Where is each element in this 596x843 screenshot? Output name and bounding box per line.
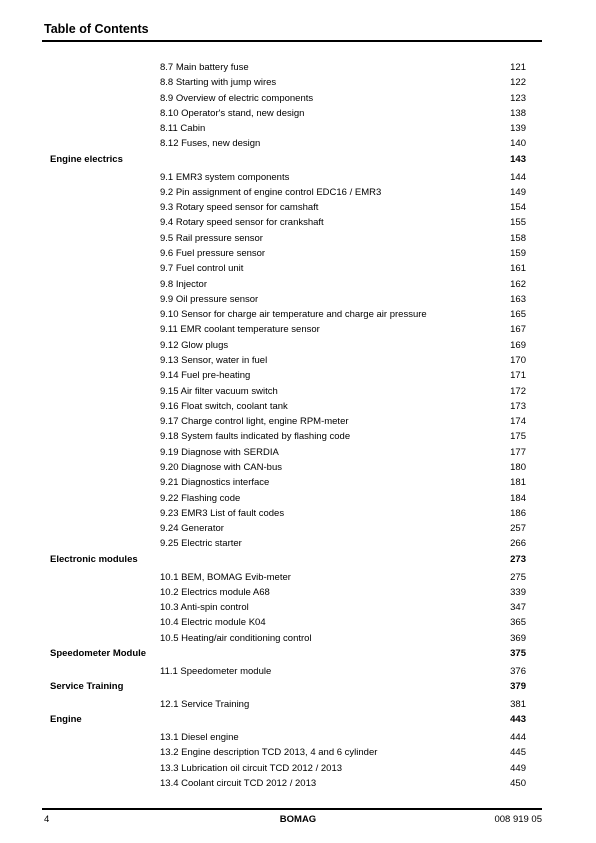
toc-page-number: 181 <box>510 477 526 489</box>
toc-page-number: 445 <box>510 747 526 759</box>
toc-item-row[interactable] <box>0 324 596 338</box>
toc-item-title: 11.1 Speedometer module <box>160 665 272 677</box>
toc-item-row[interactable] <box>0 493 596 507</box>
toc-page-number: 165 <box>510 309 526 321</box>
toc-item-title: 9.17 Charge control light, engine RPM-meter <box>160 416 349 428</box>
toc-page-number: 175 <box>510 431 526 443</box>
toc-item-row[interactable] <box>0 77 596 91</box>
toc-item-row[interactable] <box>0 732 596 746</box>
toc-page-number: 171 <box>510 370 526 382</box>
toc-page-number: 163 <box>510 293 526 305</box>
toc-item-title: 8.9 Overview of electric components <box>160 92 314 104</box>
toc-item-row[interactable] <box>0 587 596 601</box>
toc-item-row[interactable] <box>0 355 596 369</box>
toc-item-title: 12.1 Service Training <box>160 698 250 710</box>
toc-item-title: 9.10 Sensor for charge air temperature and charge air pressure <box>160 309 427 321</box>
toc-item-title: 9.22 Flashing code <box>160 492 241 504</box>
toc-item-title: 13.1 Diesel engine <box>160 731 239 743</box>
toc-item-title: 10.2 Electrics module A68 <box>160 586 270 598</box>
toc-item-row[interactable] <box>0 477 596 491</box>
toc-section-title: Engine <box>50 714 82 726</box>
toc-page-number: 184 <box>510 492 526 504</box>
toc-section-title: Electronic modules <box>50 553 138 565</box>
toc-item-title: 13.2 Engine description TCD 2013, 4 and 6 cylinder <box>160 747 378 759</box>
toc-item-row[interactable] <box>0 248 596 262</box>
toc-section-row[interactable] <box>0 648 596 662</box>
toc-item-title: 13.3 Lubrication oil circuit TCD 2012 / 2013 <box>160 762 343 774</box>
toc-page-number: 365 <box>510 617 526 629</box>
toc-item-title: 9.19 Diagnose with SERDIA <box>160 446 279 458</box>
toc-item-title: 9.9 Oil pressure sensor <box>160 293 259 305</box>
toc-item-title: 9.18 System faults indicated by flashing code <box>160 431 351 443</box>
toc-item-title: 8.8 Starting with jump wires <box>160 77 277 89</box>
toc-item-row[interactable] <box>0 279 596 293</box>
toc-item-title: 9.1 EMR3 system components <box>160 171 290 183</box>
toc-item-row[interactable] <box>0 617 596 631</box>
toc-page-number: 162 <box>510 278 526 290</box>
toc-item-title: 9.7 Fuel control unit <box>160 263 244 275</box>
footer-doc-number: 008 919 05 <box>494 814 542 825</box>
toc-item-row[interactable] <box>0 340 596 354</box>
toc-item-row[interactable] <box>0 508 596 522</box>
toc-page-number: 381 <box>510 698 526 710</box>
toc-item-title: 8.10 Operator's stand, new design <box>160 107 305 119</box>
toc-item-title: 9.6 Fuel pressure sensor <box>160 247 266 259</box>
toc-item-title: 9.4 Rotary speed sensor for crankshaft <box>160 217 324 229</box>
toc-item-row[interactable] <box>0 462 596 476</box>
toc-section-row[interactable] <box>0 714 596 728</box>
toc-section-row[interactable] <box>0 154 596 168</box>
toc-page-number: 172 <box>510 385 526 397</box>
toc-item-row[interactable] <box>0 538 596 552</box>
toc-item-title: 10.5 Heating/air conditioning control <box>160 632 312 644</box>
page-title: Table of Contents <box>44 22 149 36</box>
toc-item-row[interactable] <box>0 309 596 323</box>
toc-item-row[interactable] <box>0 778 596 792</box>
toc-item-row[interactable] <box>0 386 596 400</box>
toc-page-number: 275 <box>510 571 526 583</box>
toc-item-title: 9.25 Electric starter <box>160 538 242 550</box>
toc-item-row[interactable] <box>0 763 596 777</box>
toc-item-title: 10.1 BEM, BOMAG Evib-meter <box>160 571 291 583</box>
toc-page-number: 177 <box>510 446 526 458</box>
toc-item-title: 9.15 Air filter vacuum switch <box>160 385 278 397</box>
toc-section-row[interactable] <box>0 554 596 568</box>
toc-page-number: 122 <box>510 77 526 89</box>
toc-item-row[interactable] <box>0 108 596 122</box>
toc-item-title: 9.5 Rail pressure sensor <box>160 232 263 244</box>
toc-page-number: 143 <box>510 153 526 165</box>
footer-page-number: 4 <box>44 814 50 825</box>
toc-item-title: 10.4 Electric module K04 <box>160 617 266 629</box>
toc-page-number: 174 <box>510 416 526 428</box>
header-rule <box>42 40 542 42</box>
toc-item-title: 9.13 Sensor, water in fuel <box>160 355 268 366</box>
toc-page-number: 140 <box>510 138 526 150</box>
toc-item-title: 9.3 Rotary speed sensor for camshaft <box>160 202 319 214</box>
toc-page-number: 149 <box>510 186 526 198</box>
toc-item-title: 8.12 Fuses, new design <box>160 138 261 150</box>
toc-page-number: 121 <box>510 62 526 73</box>
toc-page-number: 138 <box>510 107 526 119</box>
toc-item-row[interactable] <box>0 294 596 308</box>
toc-section-title: Engine electrics <box>50 153 123 165</box>
toc-item-title: 9.20 Diagnose with CAN-bus <box>160 462 282 474</box>
toc-item-title: 9.12 Glow plugs <box>160 339 229 351</box>
toc-item-title: 9.2 Pin assignment of engine control EDC16 / EMR3 <box>160 186 382 198</box>
toc-page-number: 161 <box>510 263 526 275</box>
toc-page-number: 169 <box>510 339 526 351</box>
toc-item-title: 9.14 Fuel pre-heating <box>160 370 251 382</box>
toc-page-number: 450 <box>510 777 526 789</box>
toc-page-number: 443 <box>510 714 526 726</box>
toc-item-title: 9.11 EMR coolant temperature sensor <box>160 324 320 336</box>
toc-page-number: 173 <box>510 400 526 412</box>
toc-page-number: 375 <box>510 648 526 660</box>
toc-page-number: 257 <box>510 523 526 535</box>
toc-item-title: 9.24 Generator <box>160 523 224 535</box>
toc-page-number: 144 <box>510 171 526 183</box>
toc-item-row[interactable] <box>0 666 596 680</box>
toc-item-row[interactable] <box>0 172 596 186</box>
toc-page-number: 266 <box>510 538 526 550</box>
toc-item-title: 10.3 Anti-spin control <box>160 602 249 614</box>
toc-item-title: 9.23 EMR3 List of fault codes <box>160 507 285 519</box>
toc-item-title: 9.16 Float switch, coolant tank <box>160 400 288 412</box>
toc-item-row[interactable] <box>0 202 596 216</box>
toc-item-row[interactable] <box>0 747 596 761</box>
toc-page-number: 139 <box>510 123 526 135</box>
toc-page-number: 444 <box>510 731 526 743</box>
toc-item-row[interactable] <box>0 633 596 647</box>
toc-item-title: 13.4 Coolant circuit TCD 2012 / 2013 <box>160 777 317 789</box>
toc-page-number: 379 <box>510 681 526 693</box>
footer-brand: BOMAG <box>279 814 317 825</box>
toc-item-row[interactable] <box>0 123 596 137</box>
toc-page-number: 154 <box>510 202 526 214</box>
toc-page-number: 159 <box>510 247 526 259</box>
toc-item-row[interactable] <box>0 62 596 76</box>
toc-page-number: 369 <box>510 632 526 644</box>
toc-item-title: 9.8 Injector <box>160 278 207 290</box>
toc-page-number: 155 <box>510 217 526 229</box>
toc-item-title: 8.7 Main battery fuse <box>160 62 249 73</box>
toc-section-title: Speedometer Module <box>50 648 147 660</box>
toc-item-row[interactable] <box>0 93 596 107</box>
toc-page-number: 376 <box>510 665 526 677</box>
toc-page-number: 273 <box>510 553 526 565</box>
toc-page-number: 158 <box>510 232 526 244</box>
toc-item-row[interactable] <box>0 370 596 384</box>
toc-item-row[interactable] <box>0 401 596 415</box>
toc-section-title: Service Training <box>50 681 124 693</box>
toc-item-title: 9.21 Diagnostics interface <box>160 477 270 489</box>
toc-item-row[interactable] <box>0 602 596 616</box>
toc-page-number: 339 <box>510 586 526 598</box>
toc-item-row[interactable] <box>0 263 596 277</box>
toc-item-title: 8.11 Cabin <box>160 123 206 135</box>
toc-item-row[interactable] <box>0 187 596 201</box>
toc-page-number: 186 <box>510 507 526 519</box>
toc-page-number: 123 <box>510 92 526 104</box>
toc-item-row[interactable] <box>0 431 596 445</box>
toc-item-row[interactable] <box>0 138 596 152</box>
footer-rule <box>42 808 542 810</box>
toc-item-row[interactable] <box>0 523 596 537</box>
toc-item-row[interactable] <box>0 233 596 247</box>
toc-page-number: 167 <box>510 324 526 336</box>
toc-page-number: 449 <box>510 762 526 774</box>
toc-item-row[interactable] <box>0 416 596 430</box>
toc-page-number: 170 <box>510 355 526 366</box>
toc-page-number: 347 <box>510 602 526 614</box>
toc-section-row[interactable] <box>0 681 596 695</box>
toc-item-row[interactable] <box>0 572 596 586</box>
toc-page-number: 180 <box>510 462 526 474</box>
toc-item-row[interactable] <box>0 447 596 461</box>
toc-item-row[interactable] <box>0 699 596 713</box>
toc-item-row[interactable] <box>0 217 596 231</box>
